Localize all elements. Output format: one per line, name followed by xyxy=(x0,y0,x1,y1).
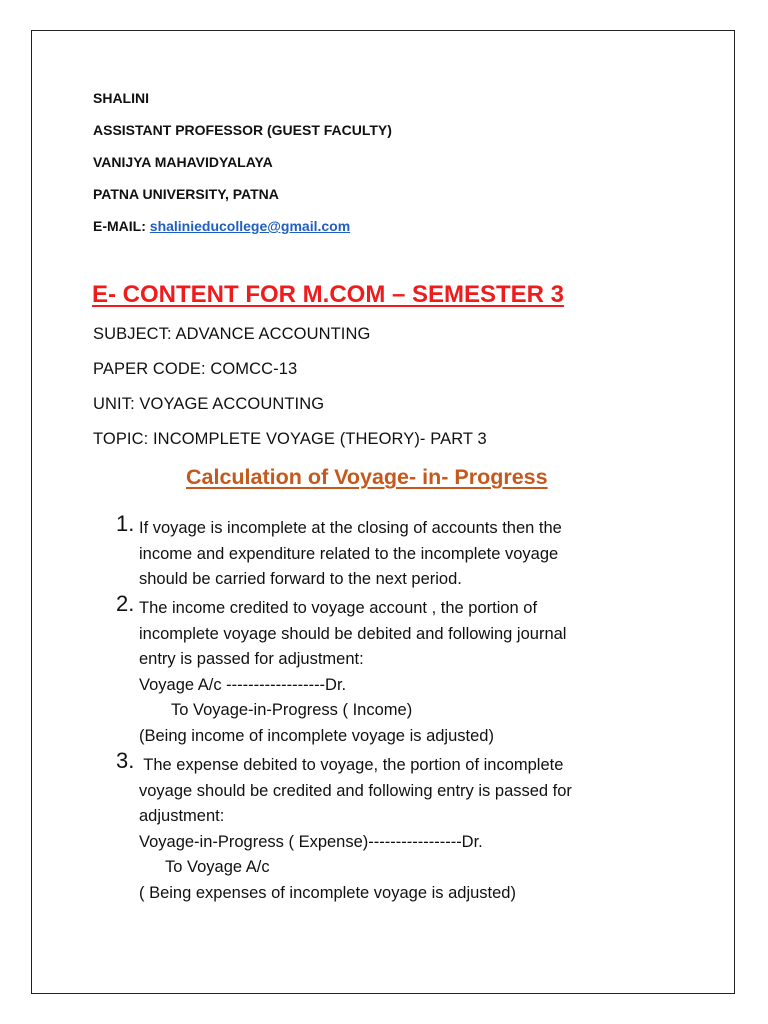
list-number: 2. xyxy=(116,591,135,616)
author-name: SHALINI xyxy=(93,90,149,106)
email-label: E-MAIL: xyxy=(93,218,146,234)
author-university: PATNA UNIVERSITY, PATNA xyxy=(93,186,279,202)
list-number: 3. xyxy=(116,748,135,773)
section-title: Calculation of Voyage- in- Progress xyxy=(186,465,548,489)
journal-credit-line: To Voyage-in-Progress ( Income) xyxy=(171,701,413,719)
author-designation: ASSISTANT PROFESSOR (GUEST FACULTY) xyxy=(93,122,392,138)
author-college: VANIJYA MAHAVIDYALAYA xyxy=(93,154,273,170)
journal-narration: ( Being expenses of incomplete voyage is adjusted) xyxy=(139,883,516,902)
email-link[interactable]: shalinieducollege@gmail.com xyxy=(149,218,351,234)
author-email-row xyxy=(93,216,693,236)
text-line: entry is passed for adjustment: xyxy=(139,650,364,668)
text-line: voyage should be credited and following entry is passed for xyxy=(139,781,572,800)
course-meta xyxy=(93,322,487,462)
list-item-text xyxy=(139,516,562,593)
text-line: The income credited to voyage account , the portion of xyxy=(139,599,538,617)
list-item-text xyxy=(139,753,572,906)
journal-narration: (Being income of incomplete voyage is adjusted) xyxy=(139,726,494,745)
journal-debit-line: Voyage-in-Progress ( Expense)-----------------Dr. xyxy=(139,832,483,851)
topic-line: TOPIC: INCOMPLETE VOYAGE (THEORY)- PART 3 xyxy=(93,430,487,448)
text-line: should be carried forward to the next period. xyxy=(139,570,462,588)
unit-line: UNIT: VOYAGE ACCOUNTING xyxy=(93,395,325,413)
text-line: incomplete voyage should be debited and following journal xyxy=(139,624,567,643)
text-line: If voyage is incomplete at the closing of accounts then the xyxy=(139,519,562,537)
author-info xyxy=(93,88,693,248)
page-title: E- CONTENT FOR M.COM – SEMESTER 3 xyxy=(92,281,565,308)
list-number: 1. xyxy=(116,511,135,536)
text-line: The expense debited to voyage, the portion of incomplete xyxy=(139,756,564,774)
journal-credit-line: To Voyage A/c xyxy=(165,858,270,876)
journal-debit-line: Voyage A/c ------------------Dr. xyxy=(139,675,347,694)
text-line: adjustment: xyxy=(139,807,225,825)
list-item-text xyxy=(139,596,566,749)
text-line: income and expenditure related to the incomplete voyage xyxy=(139,544,559,563)
subject-line: SUBJECT: ADVANCE ACCOUNTING xyxy=(93,325,371,343)
paper-code-line: PAPER CODE: COMCC-13 xyxy=(93,360,298,378)
